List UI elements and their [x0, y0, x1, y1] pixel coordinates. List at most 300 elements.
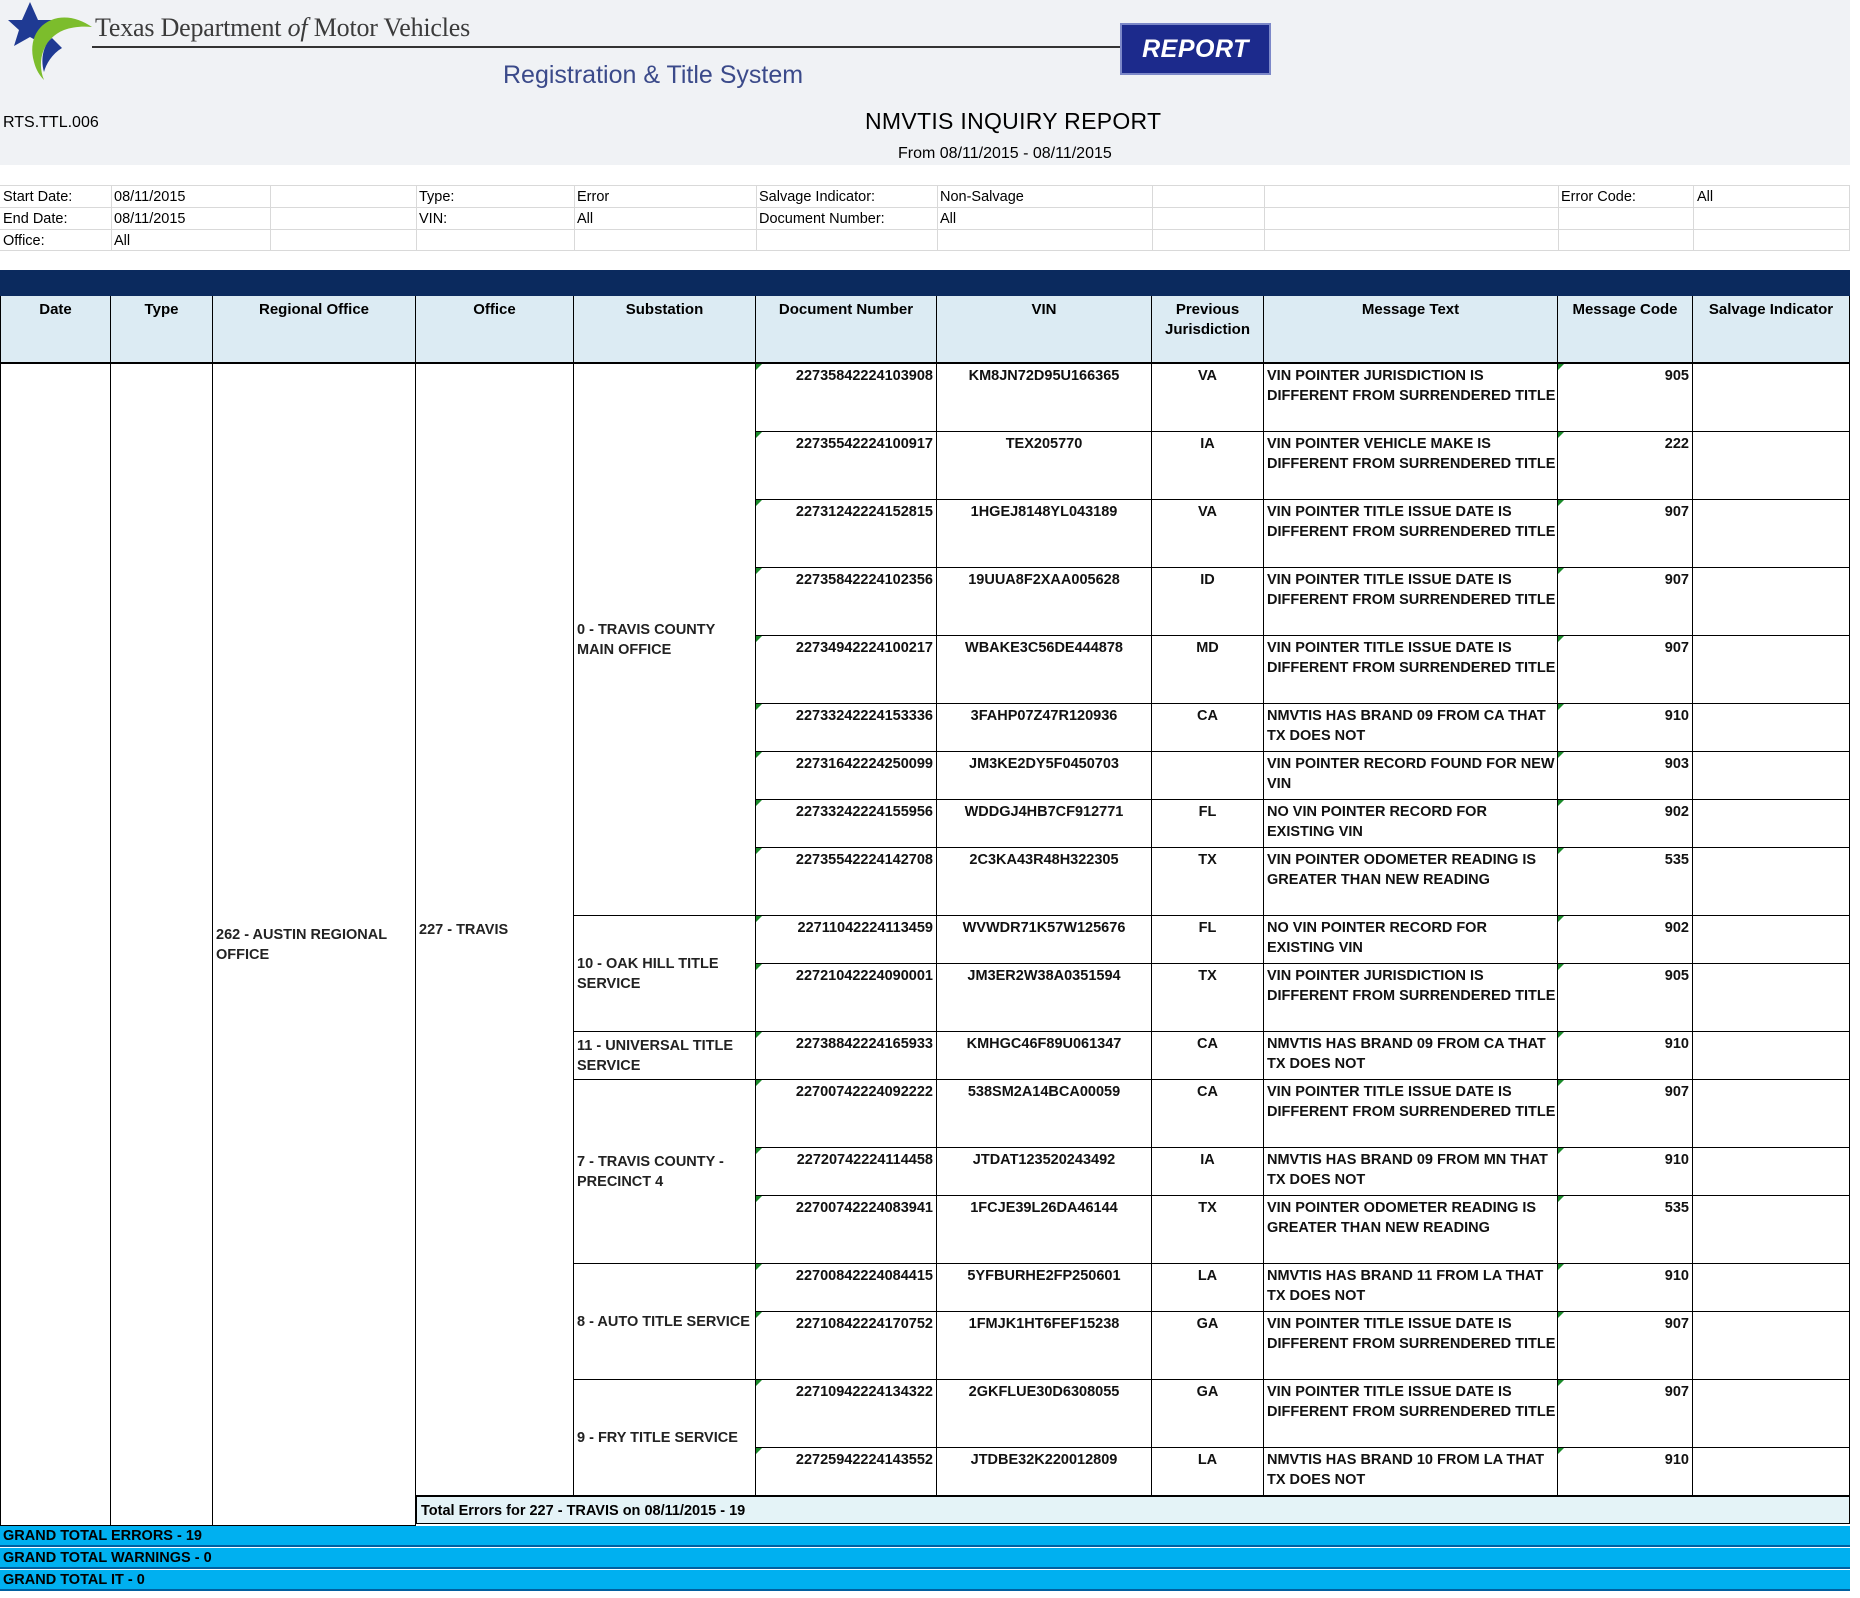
column-header-type: Type — [111, 296, 213, 364]
column-header-document-number: Document Number — [756, 296, 937, 364]
document-number-cell-text: 22721042224090001 — [795, 968, 933, 984]
cell-note-marker-icon — [1558, 800, 1564, 806]
document-number-cell-text: 22733242224153336 — [795, 708, 933, 724]
message-text-cell-text: VIN POINTER TITLE ISSUE DATE IS DIFFERENT FROM SURRENDERED TITLE — [1267, 1316, 1556, 1352]
previous-jurisdiction-cell — [1152, 1448, 1264, 1496]
cell-note-marker-icon — [756, 1032, 762, 1038]
message-text-cell-text: NMVTIS HAS BRAND 09 FROM CA THAT TX DOES NOT — [1267, 708, 1546, 744]
document-number-cell-text: 22725942224143552 — [795, 1452, 933, 1468]
message-code-cell — [1558, 704, 1693, 752]
office-label: Office: — [3, 233, 45, 249]
cell-note-marker-icon — [756, 704, 762, 710]
vin-cell — [937, 1312, 1152, 1380]
message-text-cell — [1264, 1312, 1558, 1380]
message-code-cell-text: 905 — [1664, 368, 1689, 384]
salvage-indicator-cell — [1693, 1148, 1850, 1196]
document-number-cell-text: 22700842224084415 — [795, 1268, 933, 1284]
vin-cell — [937, 1264, 1152, 1312]
message-text-cell-text: NMVTIS HAS BRAND 09 FROM CA THAT TX DOES NOT — [1267, 1036, 1546, 1072]
cell-note-marker-icon — [1558, 704, 1564, 710]
salvage-indicator-cell — [1693, 848, 1850, 916]
cell-note-marker-icon — [756, 1448, 762, 1454]
salvage-indicator-cell — [1693, 800, 1850, 848]
substation-cell: 7 - TRAVIS COUNTY - PRECINCT 4 — [574, 1080, 756, 1264]
vin-cell-text: 5YFBURHE2FP250601 — [967, 1268, 1121, 1284]
previous-jurisdiction-cell — [1152, 848, 1264, 916]
cell-note-marker-icon — [1558, 636, 1564, 642]
error-code-label: Error Code: — [1561, 189, 1636, 205]
document-number-cell-text: 22720742224114458 — [796, 1152, 933, 1168]
salvage-indicator-cell — [1693, 1448, 1850, 1496]
previous-jurisdiction-cell — [1152, 364, 1264, 432]
message-text-cell — [1264, 916, 1558, 964]
message-text-cell — [1264, 964, 1558, 1032]
message-code-cell-text: 907 — [1664, 504, 1689, 520]
message-text-cell — [1264, 1148, 1558, 1196]
message-text-cell — [1264, 848, 1558, 916]
previous-jurisdiction-cell-text: TX — [1198, 968, 1217, 984]
vin-cell — [937, 1380, 1152, 1448]
vin-cell — [937, 432, 1152, 500]
cell-note-marker-icon — [1558, 848, 1564, 854]
message-text-cell — [1264, 704, 1558, 752]
vin-cell-text: JM3KE2DY5F0450703 — [969, 756, 1119, 772]
salvage-indicator-cell — [1693, 1380, 1850, 1448]
previous-jurisdiction-cell — [1152, 1148, 1264, 1196]
document-number-cell — [756, 704, 937, 752]
grand-total-errors: GRAND TOTAL ERRORS - 19 — [0, 1526, 1850, 1547]
cell-note-marker-icon — [1558, 1196, 1564, 1202]
document-number-cell — [756, 1080, 937, 1148]
report-date-range: From 08/11/2015 - 08/11/2015 — [898, 145, 1112, 162]
message-text-cell — [1264, 1080, 1558, 1148]
param-gridline — [0, 185, 1850, 186]
message-code-cell-text: 910 — [1664, 708, 1689, 724]
vin-cell — [937, 916, 1152, 964]
document-number-cell — [756, 1032, 937, 1080]
document-number-cell — [756, 800, 937, 848]
message-text-cell-text: NMVTIS HAS BRAND 11 FROM LA THAT TX DOES NOT — [1267, 1268, 1544, 1304]
message-text-cell-text: NMVTIS HAS BRAND 10 FROM LA THAT TX DOES NOT — [1267, 1452, 1545, 1488]
param-gridline — [1558, 185, 1559, 250]
vin-cell — [937, 704, 1152, 752]
previous-jurisdiction-cell-text: GA — [1196, 1316, 1219, 1332]
salvage-indicator-cell — [1693, 568, 1850, 636]
previous-jurisdiction-cell-text: CA — [1197, 1084, 1218, 1100]
document-number-cell — [756, 916, 937, 964]
message-text-cell — [1264, 568, 1558, 636]
message-code-cell — [1558, 1148, 1693, 1196]
salvage-indicator-cell — [1693, 916, 1850, 964]
param-gridline — [0, 250, 1850, 251]
previous-jurisdiction-cell — [1152, 1264, 1264, 1312]
message-text-cell — [1264, 432, 1558, 500]
salvage-indicator-cell — [1693, 1196, 1850, 1264]
message-code-cell-text: 907 — [1664, 1316, 1689, 1332]
message-text-cell-text: VIN POINTER ODOMETER READING IS GREATER THAN NEW READING — [1267, 852, 1537, 888]
document-number-cell-text: 22735542224100917 — [795, 436, 933, 452]
cell-note-marker-icon — [1558, 364, 1564, 370]
document-number-label: Document Number: — [759, 211, 885, 227]
cell-note-marker-icon — [756, 636, 762, 642]
cell-note-marker-icon — [1558, 1312, 1564, 1318]
table-title-bar — [0, 270, 1850, 296]
vin-cell — [937, 500, 1152, 568]
message-code-cell-text: 910 — [1664, 1036, 1689, 1052]
vin-cell-text: JM3ER2W38A0351594 — [967, 968, 1121, 984]
param-gridline — [0, 207, 1850, 208]
previous-jurisdiction-cell-text: LA — [1197, 1452, 1218, 1468]
message-code-cell-text: 535 — [1664, 852, 1689, 868]
message-code-cell — [1558, 364, 1693, 432]
cell-note-marker-icon — [1558, 916, 1564, 922]
param-gridline — [270, 185, 271, 250]
document-number-cell-text: 22710942224134322 — [795, 1384, 933, 1400]
document-number-cell — [756, 848, 937, 916]
param-gridline — [1693, 185, 1694, 250]
message-text-cell — [1264, 752, 1558, 800]
message-code-cell — [1558, 500, 1693, 568]
document-number-cell — [756, 568, 937, 636]
salvage-indicator-cell — [1693, 1080, 1850, 1148]
previous-jurisdiction-cell-text: CA — [1197, 708, 1218, 724]
header-divider — [92, 46, 1122, 48]
message-code-cell-text: 910 — [1664, 1268, 1689, 1284]
vin-cell — [937, 364, 1152, 432]
vin-cell — [937, 568, 1152, 636]
cell-note-marker-icon — [1558, 964, 1564, 970]
type-cell — [111, 364, 213, 1526]
cell-note-marker-icon — [756, 800, 762, 806]
grand-total-warnings: GRAND TOTAL WARNINGS - 0 — [0, 1548, 1850, 1569]
salvage-indicator-cell — [1693, 704, 1850, 752]
message-text-cell-text: VIN POINTER JURISDICTION IS DIFFERENT FROM SURRENDERED TITLE — [1267, 368, 1556, 404]
message-text-cell — [1264, 636, 1558, 704]
vin-cell — [937, 1032, 1152, 1080]
substation-cell: 9 - FRY TITLE SERVICE — [574, 1380, 756, 1496]
document-number-cell — [756, 432, 937, 500]
previous-jurisdiction-cell-text: LA — [1197, 1268, 1218, 1284]
previous-jurisdiction-cell-text: VA — [1197, 504, 1218, 520]
salvage-indicator-cell — [1693, 636, 1850, 704]
cell-note-marker-icon — [756, 964, 762, 970]
previous-jurisdiction-cell-text: TX — [1198, 852, 1217, 868]
document-number-cell — [756, 752, 937, 800]
vin-cell-text: KM8JN72D95U166365 — [968, 368, 1120, 384]
previous-jurisdiction-cell — [1152, 636, 1264, 704]
cell-note-marker-icon — [1558, 432, 1564, 438]
message-code-cell — [1558, 1380, 1693, 1448]
cell-note-marker-icon — [756, 1380, 762, 1386]
document-number-cell — [756, 1196, 937, 1264]
document-number-cell-text: 22735842224103908 — [795, 368, 933, 384]
param-gridline — [937, 185, 938, 250]
message-code-cell — [1558, 800, 1693, 848]
message-text-cell-text: VIN POINTER JURISDICTION IS DIFFERENT FROM SURRENDERED TITLE — [1267, 968, 1556, 1004]
message-code-cell-text: 222 — [1664, 436, 1689, 452]
message-code-cell-text: 907 — [1664, 1084, 1689, 1100]
cell-note-marker-icon — [756, 568, 762, 574]
substation-cell: 8 - AUTO TITLE SERVICE — [574, 1264, 756, 1380]
vin-cell-text: KMHGC46F89U061347 — [966, 1036, 1122, 1052]
previous-jurisdiction-cell — [1152, 432, 1264, 500]
cell-note-marker-icon — [756, 1196, 762, 1202]
document-number-cell — [756, 500, 937, 568]
message-code-cell — [1558, 848, 1693, 916]
txdmv-logo-icon — [0, 0, 95, 84]
substation-cell: 0 - TRAVIS COUNTY MAIN OFFICE — [574, 364, 756, 916]
previous-jurisdiction-cell — [1152, 1032, 1264, 1080]
error-code-value: All — [1697, 189, 1714, 205]
cell-note-marker-icon — [756, 364, 762, 370]
message-code-cell-text: 902 — [1664, 804, 1689, 820]
previous-jurisdiction-cell — [1152, 568, 1264, 636]
message-code-cell-text: 903 — [1664, 756, 1689, 772]
document-number-cell — [756, 636, 937, 704]
column-header-salvage-indicator: Salvage Indicator — [1693, 296, 1850, 364]
vin-cell — [937, 752, 1152, 800]
document-number-cell — [756, 1148, 937, 1196]
salvage-indicator-label: Salvage Indicator: — [759, 189, 876, 205]
document-number-cell-text: 22710842224170752 — [795, 1316, 933, 1332]
salvage-indicator-cell — [1693, 1312, 1850, 1380]
column-header-date: Date — [0, 296, 111, 364]
document-number-cell-text: 22731242224152815 — [795, 504, 933, 520]
document-number-cell — [756, 1312, 937, 1380]
message-text-cell-text: VIN POINTER TITLE ISSUE DATE IS DIFFERENT FROM SURRENDERED TITLE — [1267, 504, 1556, 540]
office-cell: 227 - TRAVIS — [416, 364, 574, 1496]
column-header-message-code: Message Code — [1558, 296, 1693, 364]
salvage-indicator-cell — [1693, 364, 1850, 432]
message-text-cell — [1264, 1448, 1558, 1496]
substation-cell: 11 - UNIVERSAL TITLE SERVICE — [574, 1032, 756, 1080]
report-title: NMVTIS INQUIRY REPORT — [865, 108, 1162, 134]
previous-jurisdiction-cell — [1152, 1196, 1264, 1264]
message-text-cell — [1264, 500, 1558, 568]
previous-jurisdiction-cell — [1152, 1380, 1264, 1448]
message-code-cell-text: 910 — [1664, 1152, 1689, 1168]
document-number-cell — [756, 1264, 937, 1312]
vin-cell — [937, 964, 1152, 1032]
previous-jurisdiction-cell-text: FL — [1198, 920, 1217, 936]
vin-cell-text: WDDGJ4HB7CF912771 — [964, 804, 1124, 820]
vin-cell — [937, 1148, 1152, 1196]
vin-cell-text: 3FAHP07Z47R120936 — [970, 708, 1118, 724]
start-date-label: Start Date: — [3, 189, 73, 205]
document-number-cell-text: 22735842224102356 — [795, 572, 933, 588]
vin-cell-text: 538SM2A14BCA00059 — [967, 1084, 1121, 1100]
total-errors-row: Total Errors for 227 - TRAVIS on 08/11/2015 - 19 — [416, 1496, 1850, 1524]
cell-note-marker-icon — [756, 916, 762, 922]
previous-jurisdiction-cell-text: IA — [1200, 1152, 1215, 1168]
column-header-previous-jurisdiction: Previous Jurisdiction — [1152, 296, 1264, 364]
message-code-cell — [1558, 916, 1693, 964]
cell-note-marker-icon — [1558, 568, 1564, 574]
previous-jurisdiction-cell-text: VA — [1197, 368, 1218, 384]
param-gridline — [0, 229, 1850, 230]
salvage-indicator-cell — [1693, 500, 1850, 568]
previous-jurisdiction-cell — [1152, 1080, 1264, 1148]
param-gridline — [1152, 185, 1153, 250]
column-header-vin: VIN — [937, 296, 1152, 364]
message-text-cell-text: VIN POINTER VEHICLE MAKE IS DIFFERENT FROM SURRENDERED TITLE — [1267, 436, 1556, 472]
salvage-indicator-cell — [1693, 1032, 1850, 1080]
message-code-cell — [1558, 752, 1693, 800]
previous-jurisdiction-cell-text: MD — [1196, 640, 1219, 656]
report-badge: REPORT — [1120, 23, 1271, 75]
message-text-cell — [1264, 800, 1558, 848]
start-date-value: 08/11/2015 — [114, 189, 186, 205]
office-value: All — [114, 233, 131, 249]
cell-note-marker-icon — [1558, 500, 1564, 506]
previous-jurisdiction-cell — [1152, 500, 1264, 568]
message-code-cell — [1558, 568, 1693, 636]
message-text-cell — [1264, 1196, 1558, 1264]
document-number-cell-text: 22738842224165933 — [795, 1036, 933, 1052]
message-code-cell — [1558, 636, 1693, 704]
document-number-value: All — [940, 211, 957, 227]
vin-cell — [937, 636, 1152, 704]
cell-note-marker-icon — [1558, 1080, 1564, 1086]
message-text-cell-text: VIN POINTER RECORD FOUND FOR NEW VIN — [1267, 756, 1555, 792]
message-code-cell-text: 907 — [1664, 572, 1689, 588]
message-code-cell-text: 535 — [1664, 1200, 1689, 1216]
salvage-indicator-cell — [1693, 964, 1850, 1032]
previous-jurisdiction-cell-text: GA — [1196, 1384, 1219, 1400]
vin-cell-text: JTDAT123520243492 — [972, 1152, 1116, 1168]
message-text-cell-text: NO VIN POINTER RECORD FOR EXISTING VIN — [1267, 920, 1487, 956]
message-code-cell-text: 907 — [1664, 1384, 1689, 1400]
vin-cell-text: 1HGEJ8148YL043189 — [970, 504, 1118, 520]
document-number-cell-text: 22731642224250099 — [795, 756, 933, 772]
vin-cell — [937, 800, 1152, 848]
column-header-message-text: Message Text — [1264, 296, 1558, 364]
vin-value: All — [577, 211, 594, 227]
message-code-cell — [1558, 1032, 1693, 1080]
previous-jurisdiction-cell — [1152, 916, 1264, 964]
cell-note-marker-icon — [1558, 1264, 1564, 1270]
document-number-cell — [756, 1380, 937, 1448]
message-text-cell-text: NMVTIS HAS BRAND 09 FROM MN THAT TX DOES NOT — [1267, 1152, 1548, 1188]
cell-note-marker-icon — [1558, 1448, 1564, 1454]
document-number-cell — [756, 364, 937, 432]
previous-jurisdiction-cell — [1152, 752, 1264, 800]
report-header — [0, 0, 1850, 165]
column-header-office: Office — [416, 296, 574, 364]
end-date-label: End Date: — [3, 211, 68, 227]
message-code-cell — [1558, 1312, 1693, 1380]
param-gridline — [416, 185, 417, 250]
message-text-cell — [1264, 1032, 1558, 1080]
column-header-substation: Substation — [574, 296, 756, 364]
message-code-cell — [1558, 1448, 1693, 1496]
param-gridline — [1264, 185, 1265, 250]
previous-jurisdiction-cell — [1152, 964, 1264, 1032]
message-code-cell — [1558, 432, 1693, 500]
message-code-cell — [1558, 964, 1693, 1032]
previous-jurisdiction-cell-text: ID — [1200, 572, 1215, 588]
previous-jurisdiction-cell-text: FL — [1198, 804, 1217, 820]
previous-jurisdiction-cell-text: CA — [1197, 1036, 1218, 1052]
vin-cell-text: JTDBE32K220012809 — [970, 1452, 1118, 1468]
cell-note-marker-icon — [756, 752, 762, 758]
vin-cell — [937, 848, 1152, 916]
vin-cell — [937, 1080, 1152, 1148]
agency-name: Texas Department of Motor Vehicles — [95, 13, 471, 42]
salvage-indicator-cell — [1693, 752, 1850, 800]
cell-note-marker-icon — [1558, 1148, 1564, 1154]
message-code-cell-text: 910 — [1664, 1452, 1689, 1468]
vin-cell-text: 1FMJK1HT6FEF15238 — [968, 1316, 1120, 1332]
previous-jurisdiction-cell-text: TX — [1198, 1200, 1217, 1216]
document-number-cell — [756, 964, 937, 1032]
document-number-cell-text: 22700742224092222 — [795, 1084, 933, 1100]
regional-office-cell: 262 - AUSTIN REGIONAL OFFICE — [213, 364, 416, 1526]
message-text-cell-text: VIN POINTER TITLE ISSUE DATE IS DIFFERENT FROM SURRENDERED TITLE — [1267, 640, 1556, 676]
document-number-cell-text: 22711042224113459 — [797, 920, 933, 936]
cell-note-marker-icon — [756, 1312, 762, 1318]
param-gridline — [111, 185, 112, 250]
message-text-cell — [1264, 1264, 1558, 1312]
message-text-cell-text: VIN POINTER TITLE ISSUE DATE IS DIFFERENT FROM SURRENDERED TITLE — [1267, 1084, 1556, 1120]
grand-total-it: GRAND TOTAL IT - 0 — [0, 1570, 1850, 1591]
message-code-cell-text: 902 — [1664, 920, 1689, 936]
previous-jurisdiction-cell — [1152, 1312, 1264, 1380]
vin-cell-text: WBAKE3C56DE444878 — [965, 640, 1123, 656]
cell-note-marker-icon — [756, 1148, 762, 1154]
vin-cell-text: 19UUA8F2XAA005628 — [968, 572, 1120, 588]
message-code-cell-text: 905 — [1664, 968, 1689, 984]
param-gridline — [1849, 185, 1850, 250]
previous-jurisdiction-cell — [1152, 800, 1264, 848]
param-gridline — [756, 185, 757, 250]
date-cell — [0, 364, 111, 1526]
cell-note-marker-icon — [756, 432, 762, 438]
vin-cell-text: 2C3KA43R48H322305 — [969, 852, 1119, 868]
cell-note-marker-icon — [756, 1264, 762, 1270]
message-code-cell — [1558, 1196, 1693, 1264]
document-number-cell-text: 22734942224100217 — [795, 640, 933, 656]
message-text-cell-text: VIN POINTER ODOMETER READING IS GREATER THAN NEW READING — [1267, 1200, 1537, 1236]
cell-note-marker-icon — [1558, 752, 1564, 758]
message-code-cell — [1558, 1264, 1693, 1312]
document-number-cell-text: 22733242224155956 — [795, 804, 933, 820]
cell-note-marker-icon — [1558, 1380, 1564, 1386]
document-number-cell — [756, 1448, 937, 1496]
salvage-indicator-value: Non-Salvage — [940, 189, 1024, 205]
salvage-indicator-cell — [1693, 432, 1850, 500]
salvage-indicator-cell — [1693, 1264, 1850, 1312]
vin-cell — [937, 1448, 1152, 1496]
message-text-cell — [1264, 364, 1558, 432]
system-name: Registration & Title System — [503, 61, 804, 89]
cell-note-marker-icon — [756, 1080, 762, 1086]
end-date-value: 08/11/2015 — [114, 211, 186, 227]
column-header-regional-office: Regional Office — [213, 296, 416, 364]
message-text-cell-text: VIN POINTER TITLE ISSUE DATE IS DIFFERENT FROM SURRENDERED TITLE — [1267, 1384, 1556, 1420]
document-number-cell-text: 22735542224142708 — [795, 852, 933, 868]
vin-cell-text: TEX205770 — [1005, 436, 1083, 452]
vin-cell-text: 1FCJE39L26DA46144 — [970, 1200, 1118, 1216]
message-code-cell — [1558, 1080, 1693, 1148]
type-label: Type: — [419, 189, 455, 205]
previous-jurisdiction-cell-text: IA — [1200, 436, 1215, 452]
cell-note-marker-icon — [1558, 1032, 1564, 1038]
substation-cell: 10 - OAK HILL TITLE SERVICE — [574, 916, 756, 1032]
vin-cell-text: 2GKFLUE30D6308055 — [968, 1384, 1120, 1400]
param-gridline — [574, 185, 575, 250]
vin-label: VIN: — [419, 211, 448, 227]
